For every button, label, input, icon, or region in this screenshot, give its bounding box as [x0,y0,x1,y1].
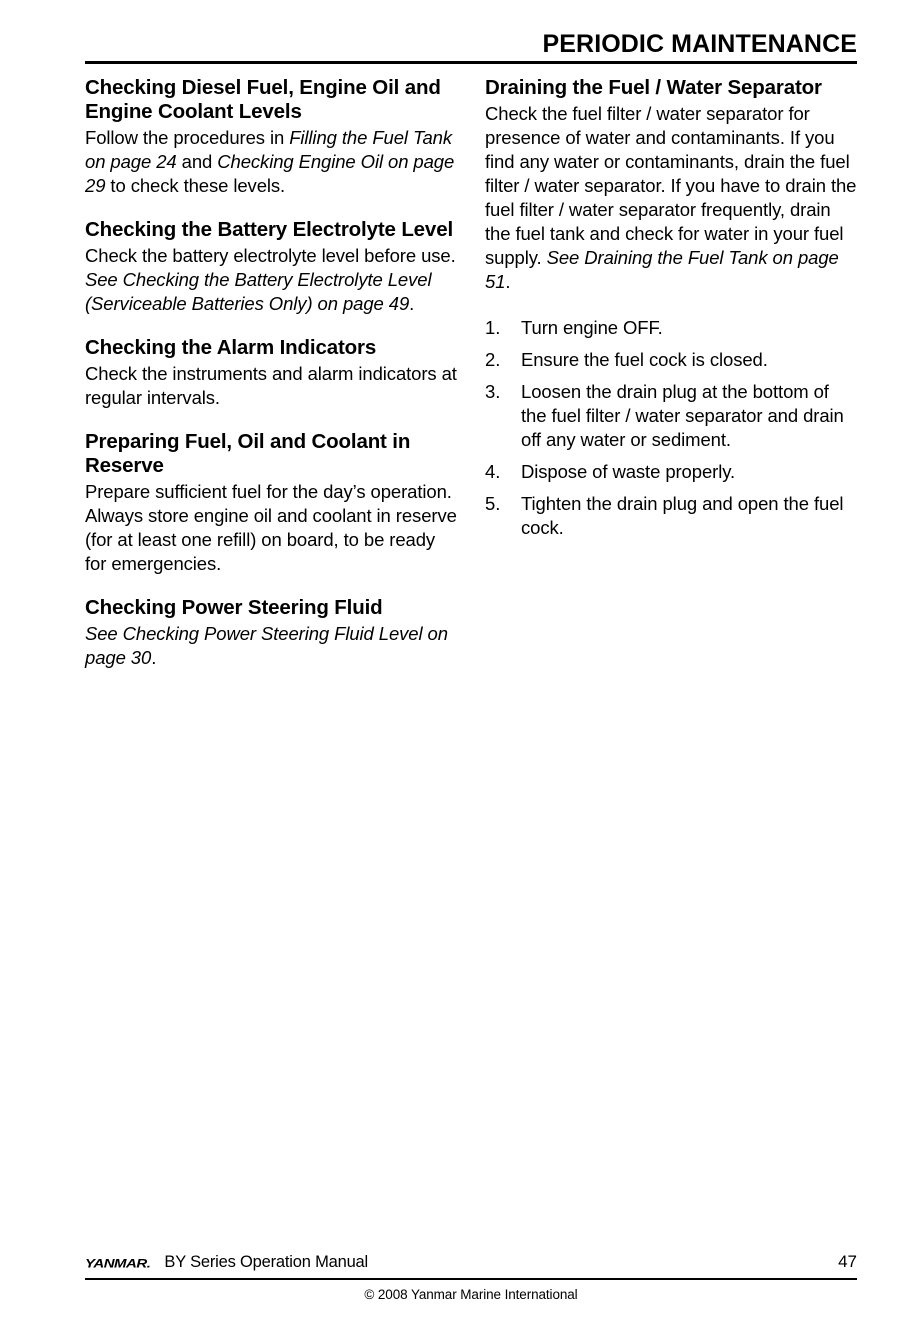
section-paragraph [85,244,457,316]
section-heading: Checking the Battery Electrolyte Level [85,218,453,241]
paragraph-run: Prepare sufficient fuel for the day’s operation. Always store engine oil and coolant in reserve (for at least one refill) on board, to be ready for emergencies. [85,481,457,574]
section-preparing-reserve [85,430,457,576]
section-paragraph [485,102,857,294]
page-footer [85,1252,857,1302]
yanmar-logo: YANMAR. [85,1257,151,1271]
step-number: 2. [485,349,501,370]
cross-reference-text: Checking Engine Oil on page 29 [85,151,455,196]
section-paragraph [85,622,457,670]
header-divider [85,61,857,64]
footer-row [85,1252,857,1276]
paragraph-run: to check these levels. [105,175,286,196]
content-columns [85,76,857,670]
procedure-step [485,460,857,484]
paragraph-run: Check the instruments and alarm indicators at regular intervals. [85,363,457,408]
step-text: Dispose of waste properly. [521,461,736,482]
paragraph-run: Follow the procedures in [85,127,290,148]
copyright-notice: © 2008 Yanmar Marine International [364,1287,578,1302]
section-checking-levels [85,76,457,198]
section-heading: Checking Power Steering Fluid [85,596,383,619]
section-paragraph [85,126,457,198]
right-column [485,76,857,670]
section-paragraph [85,480,457,576]
step-text: Tighten the drain plug and open the fuel cock. [521,493,844,538]
paragraph-run: Check the fuel filter / water separator for presence of water and contaminants. If you find any water or contaminants, drain the fuel filter / water separator. If you have to drain the fuel filter / water separator frequently, drain the fuel tank and check for water in your fuel supply. [485,103,857,268]
paragraph-run: . [409,293,415,314]
section-heading: Checking Diesel Fuel, Engine Oil and Engine Coolant Levels [85,76,441,123]
page-header [85,30,857,64]
section-draining-separator [485,76,857,294]
section-battery-electrolyte [85,218,457,316]
procedure-step [485,348,857,372]
header-title: PERIODIC MAINTENANCE [542,30,857,58]
paragraph-run: and [176,151,218,172]
footer-divider [85,1278,857,1280]
procedure-step [485,492,857,540]
procedure-step [485,380,857,452]
section-alarm-indicators [85,336,457,410]
step-text: Turn engine OFF. [521,317,663,338]
cross-reference-text: See Checking the Battery Electrolyte Level (Serviceable Batteries Only) on page 49 [85,269,432,314]
step-number: 5. [485,493,501,514]
cross-reference-text: See Checking Power Steering Fluid Level on page 30 [85,623,448,668]
section-heading: Checking the Alarm Indicators [85,336,377,359]
paragraph-run: . [151,647,157,668]
step-number: 4. [485,461,501,482]
manual-title: BY Series Operation Manual [164,1253,369,1271]
cross-reference-text: Filling the Fuel Tank on page 24 [85,127,452,172]
left-column [85,76,457,670]
paragraph-run: . [505,271,511,292]
section-heading: Draining the Fuel / Water Separator [485,76,822,99]
section-power-steering-fluid [85,596,457,670]
procedure-step [485,316,857,340]
step-text: Loosen the drain plug at the bottom of the fuel filter / water separator and drain off any water or sediment. [521,381,844,450]
step-text: Ensure the fuel cock is closed. [521,349,768,370]
step-number: 3. [485,381,501,402]
cross-reference-text: See Draining the Fuel Tank on page 51 [485,247,839,292]
step-number: 1. [485,317,501,338]
section-paragraph [85,362,457,410]
section-heading: Preparing Fuel, Oil and Coolant in Reserve [85,430,411,477]
paragraph-run: Check the battery electrolyte level before use. [85,245,456,266]
procedure-steps-list [485,316,857,540]
page-number: 47 [838,1252,857,1271]
